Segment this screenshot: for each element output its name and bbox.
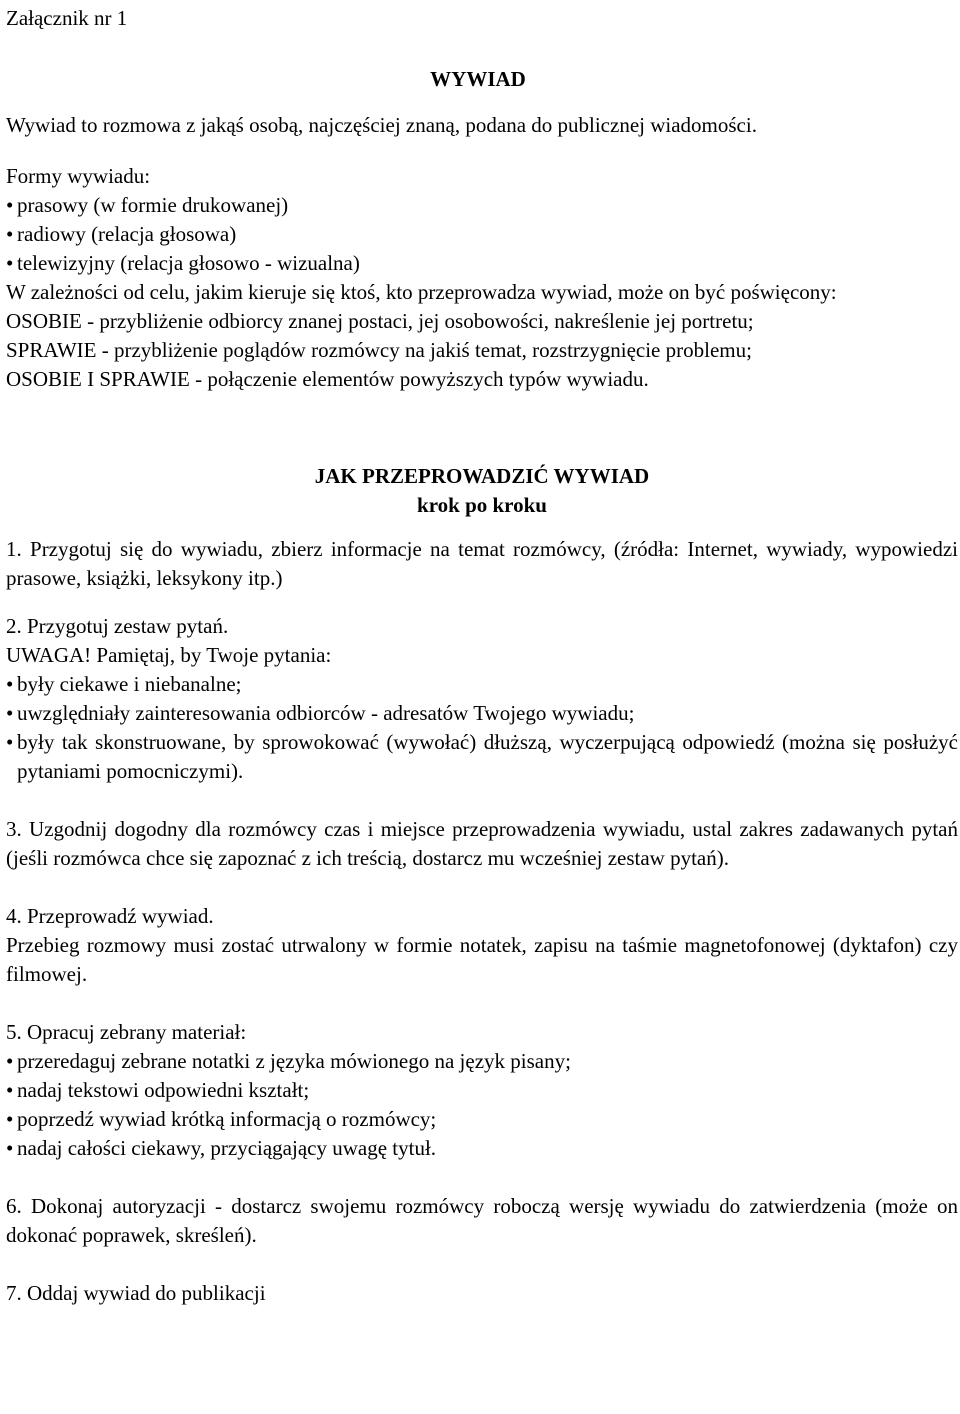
guide-subtitle: krok po kroku — [417, 493, 547, 517]
step-1-text: 1. Przygotuj się do wywiadu, zbierz informacje na temat rozmówcy, (źródła: Internet, wywiady, wypowiedzi prasowe, książki, leksykony itp.) — [6, 537, 958, 590]
list-item: • uwzględniały zainteresowania odbiorców - adresatów Twojego wywiadu; — [6, 699, 958, 728]
step-7-text: 7. Oddaj wywiad do publikacji — [6, 1281, 266, 1305]
bullet-icon: • — [6, 222, 14, 246]
bullet-icon: • — [6, 1136, 14, 1160]
bullet-icon: • — [6, 251, 14, 275]
purposes-list — [6, 307, 958, 394]
bullet-icon: • — [6, 1107, 14, 1131]
purpose-item-matter: SPRAWIE - przybliżenie poglądów rozmówcy na jakiś temat, rozstrzygnięcie problemu; — [6, 338, 752, 362]
step-2-note: UWAGA! Pamiętaj, by Twoje pytania: — [6, 643, 332, 667]
list-item: • były ciekawe i niebanalne; — [6, 670, 958, 699]
bullet-icon: • — [6, 701, 14, 725]
purpose-lead-text: W zależności od celu, jakim kieruje się ktoś, kto przeprowadza wywiad, może on być poświęcony: — [6, 280, 837, 304]
step-3-text: 3. Uzgodnij dogodny dla rozmówcy czas i miejsce przeprowadzenia wywiadu, ustal zakres zadawanych pytań (jeśli rozmówca chce się zapoznać z ich treścią, dostarcz mu wcześniej zestaw pytań). — [6, 817, 958, 870]
forms-list — [6, 191, 958, 278]
bullet-icon: • — [6, 730, 14, 754]
forms-heading: Formy wywiadu: — [6, 164, 151, 188]
list-item: • radiowy (relacja głosowa) — [6, 220, 958, 249]
list-item: • telewizyjny (relacja głosowo - wizualna) — [6, 249, 958, 278]
step-4-note: Przebieg rozmowy musi zostać utrwalony w formie notatek, zapisu na taśmie magnetofonowej (dyktafon) czy filmowej. — [6, 933, 958, 986]
bullet-icon: • — [6, 1078, 14, 1102]
document-page — [0, 4, 960, 1414]
attachment-label: Załącznik nr 1 — [6, 6, 128, 30]
list-item: • prasowy (w formie drukowanej) — [6, 191, 958, 220]
list-item: • były tak skonstruowane, by sprowokować (wywołać) dłuższą, wyczerpującą odpowiedź (można się posłużyć pytaniami pomocniczymi). — [6, 728, 958, 786]
guide-title: JAK PRZEPROWADZIĆ WYWIAD — [314, 464, 650, 488]
document-title: WYWIAD — [430, 67, 526, 91]
list-item: • nadaj tekstowi odpowiedni kształt; — [6, 1076, 958, 1105]
bullet-icon: • — [6, 1049, 14, 1073]
bullet-icon: • — [6, 193, 14, 217]
step-5-bullets — [6, 1047, 958, 1163]
step-2-bullets — [6, 670, 958, 786]
step-4-text: 4. Przeprowadź wywiad. — [6, 904, 214, 928]
definition-text: Wywiad to rozmowa z jakąś osobą, najczęściej znaną, podana do publicznej wiadomości. — [6, 113, 757, 137]
step-5-text: 5. Opracuj zebrany materiał: — [6, 1020, 247, 1044]
list-item: • nadaj całości ciekawy, przyciągający uwagę tytuł. — [6, 1134, 958, 1163]
list-item: • poprzedź wywiad krótką informacją o rozmówcy; — [6, 1105, 958, 1134]
list-item: • przeredaguj zebrane notatki z języka mówionego na język pisany; — [6, 1047, 958, 1076]
step-6-text: 6. Dokonaj autoryzacji - dostarcz swojemu rozmówcy roboczą wersję wywiadu do zatwierdzenia (może on dokonać poprawek, skreśleń). — [6, 1194, 958, 1247]
bullet-icon: • — [6, 672, 14, 696]
step-2-text: 2. Przygotuj zestaw pytań. — [6, 614, 229, 638]
purpose-item-both: OSOBIE I SPRAWIE - połączenie elementów powyższych typów wywiadu. — [6, 367, 649, 391]
purpose-item-person: OSOBIE - przybliżenie odbiorcy znanej postaci, jej osobowości, nakreślenie jej portretu; — [6, 309, 754, 333]
